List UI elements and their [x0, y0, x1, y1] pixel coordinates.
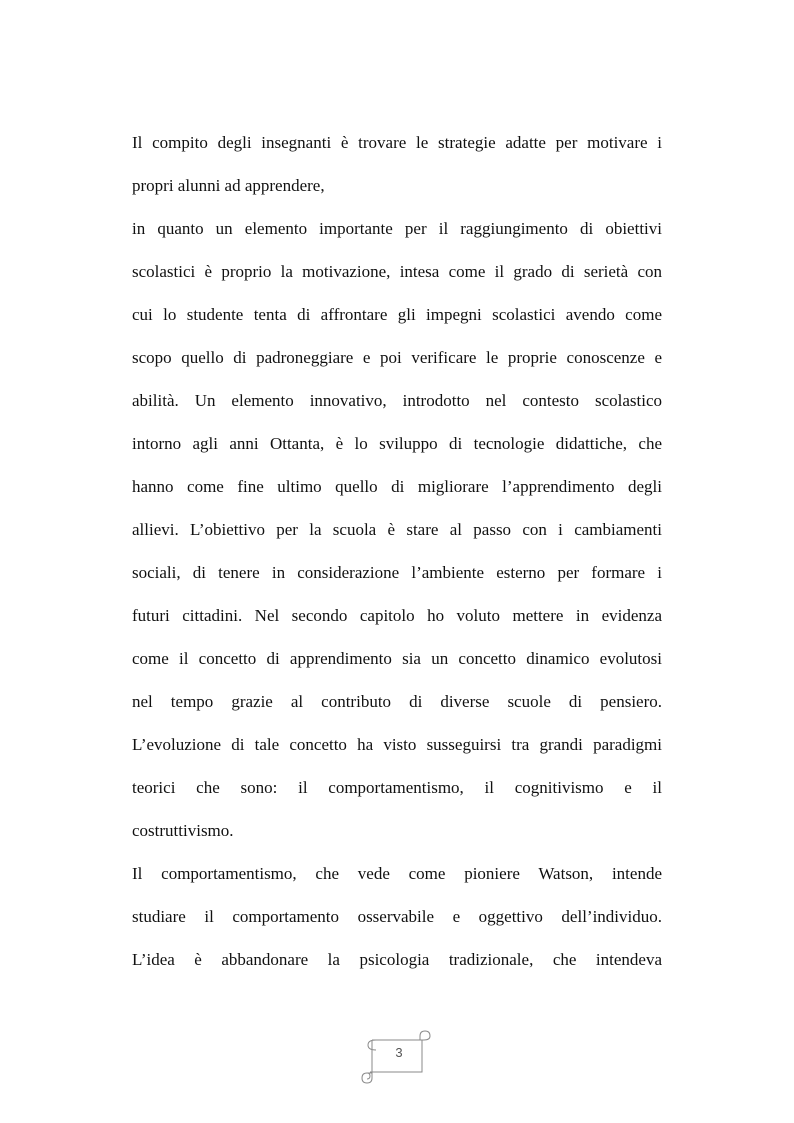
text-line: L’evoluzione di tale concetto ha visto susseguirsi tra grandi paradigmi	[132, 735, 662, 754]
text-line: studiare il comportamento osservabile e oggettivo dell’individuo.	[132, 907, 662, 926]
text-line: cui lo studente tenta di affrontare gli impegni scolastici avendo come	[132, 305, 662, 324]
text-line: scolastici è proprio la motivazione, intesa come il grado di serietà con	[132, 262, 662, 281]
text-line: Il comportamentismo, che vede come pioniere Watson, intende	[132, 864, 662, 883]
text-line: come il concetto di apprendimento sia un concetto dinamico evolutosi	[132, 649, 662, 668]
text-line: propri alunni ad apprendere,	[132, 176, 325, 195]
text-line: intorno agli anni Ottanta, è lo sviluppo di tecnologie didattiche, che	[132, 434, 662, 453]
text-line: Il compito degli insegnanti è trovare le strategie adatte per motivare i	[132, 133, 662, 152]
text-line: sociali, di tenere in considerazione l’ambiente esterno per formare i	[132, 563, 662, 582]
text-line: scopo quello di padroneggiare e poi verificare le proprie conoscenze e	[132, 348, 662, 367]
text-line: hanno come fine ultimo quello di migliorare l’apprendimento degli	[132, 477, 662, 496]
text-line: allievi. L’obiettivo per la scuola è stare al passo con i cambiamenti	[132, 520, 662, 539]
text-line: teorici che sono: il comportamentismo, il cognitivismo e il	[132, 778, 662, 797]
text-line: costruttivismo.	[132, 821, 234, 840]
text-line: futuri cittadini. Nel secondo capitolo ho voluto mettere in evidenza	[132, 606, 662, 625]
page-number: 3	[395, 1045, 403, 1060]
text-line: L’idea è abbandonare la psicologia tradizionale, che intendeva	[132, 950, 662, 969]
text-line: abilità. Un elemento innovativo, introdotto nel contesto scolastico	[132, 391, 662, 410]
text-line: in quanto un elemento importante per il raggiungimento di obiettivi	[132, 219, 662, 238]
text-line: nel tempo grazie al contributo di diverse scuole di pensiero.	[132, 692, 662, 711]
